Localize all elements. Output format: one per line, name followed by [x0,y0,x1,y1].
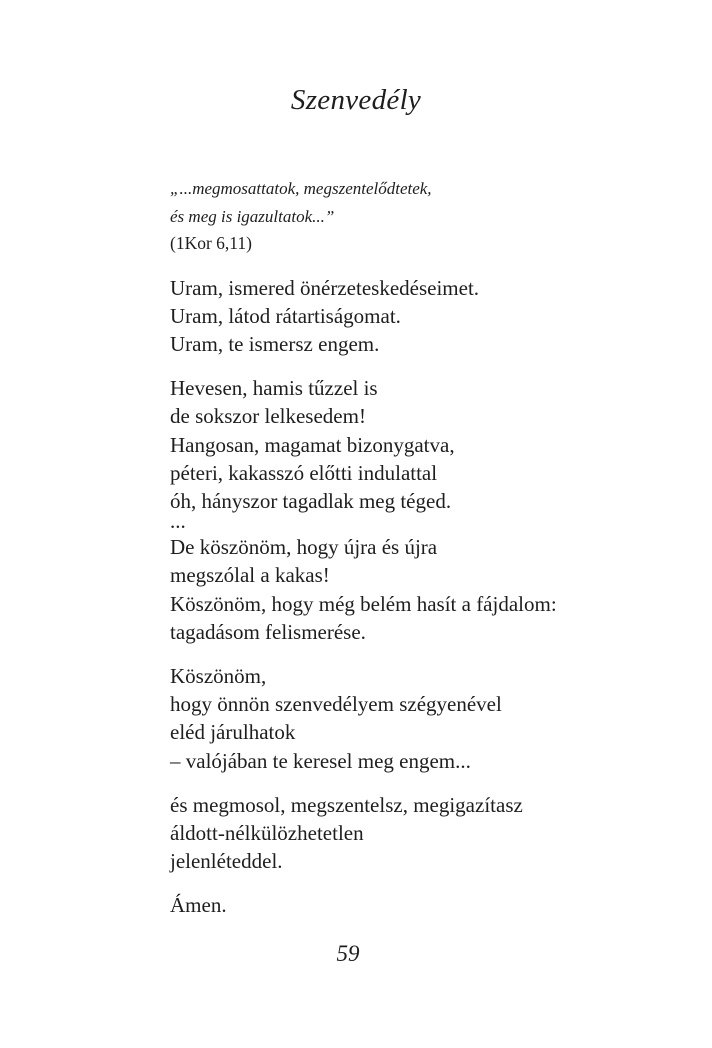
poem-line: Köszönöm, hogy még belém hasít a fájdalom: [170,591,557,616]
poem-body [170,175,690,920]
section-ellipsis: ... [170,509,186,534]
poem-line: és megmosol, megszentelsz, megigazítasz [170,792,523,817]
stanza-2 [170,374,690,515]
page-title: Szenvedély [290,84,422,116]
poem-line: De köszönöm, hogy újra és újra [170,535,438,560]
poem-line: tagadásom felismerése. [170,619,366,644]
poem-line: áldott-nélkülözhetetlen [170,820,364,845]
stanza-1 [170,274,690,359]
poem-line: hogy önnön szenvedélyem szégyenével [170,692,502,717]
epigraph [170,175,690,258]
epigraph-line: „...megmosattatok, megszentelődtetek, [170,179,432,198]
poem-line: – valójában te keresel meg engem... [170,748,471,773]
poem-line: jelenléteddel. [170,849,283,874]
poem-line: eléd járulhatok [170,720,296,745]
poem-line: Köszönöm, [170,663,267,688]
epigraph-reference: (1Kor 6,11) [170,233,252,253]
stanza-6 [170,891,690,919]
poem-line: Ámen. [170,893,227,918]
stanza-5 [170,791,690,876]
poem-line: péteri, kakasszó előtti indulattal [170,460,438,485]
page-number: 59 [336,941,360,966]
epigraph-line: és meg is igazultatok...” [170,206,335,226]
stanza-3 [170,533,690,646]
poem-line: Uram, látod rátartiságomat. [170,303,401,328]
poem-line: Hangosan, magamat bizonygatva, [170,432,455,457]
poem-line: Hevesen, hamis tűzzel is [170,376,378,401]
stanza-4 [170,662,690,775]
poem-line: óh, hányszor tagadlak meg téged. [170,488,452,513]
poem-line: Uram, ismered önérzeteskedéseimet. [170,275,480,300]
poem-line: megszólal a kakas! [170,563,330,588]
poem-line: de sokszor lelkesedem! [170,404,366,429]
poem-line: Uram, te ismersz engem. [170,331,380,356]
